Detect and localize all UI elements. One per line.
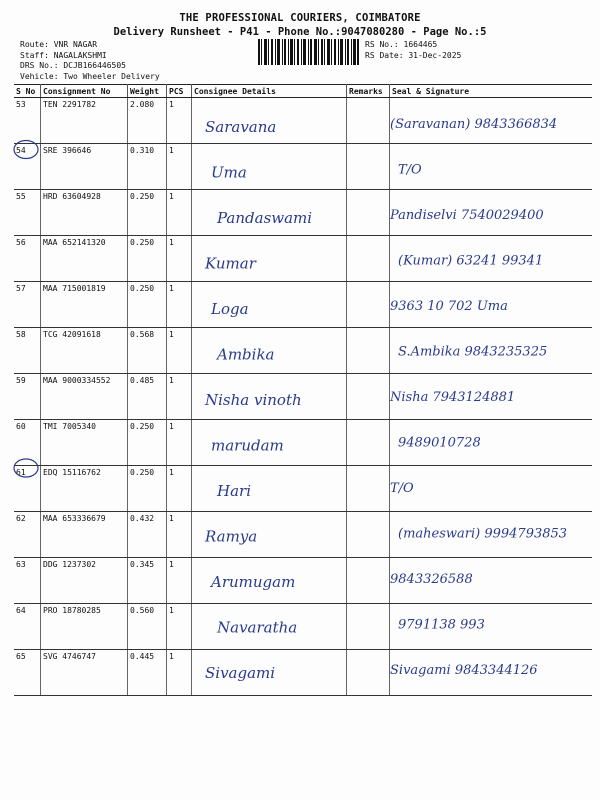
signature-cell <box>390 282 593 328</box>
remarks-cell <box>347 558 390 604</box>
handwritten-signature: 9489010728 <box>398 435 481 451</box>
handwritten-signature: 9363 10 702 Uma <box>390 299 508 314</box>
weight-cell: 0.345 <box>128 558 167 604</box>
pcs-cell: 1 <box>167 420 192 466</box>
handwritten-consignee-name: Hari <box>217 482 251 500</box>
table-row <box>14 144 592 190</box>
sno-cell: 56 <box>14 236 41 282</box>
sno-cell: 59 <box>14 374 41 420</box>
pcs-cell: 1 <box>167 282 192 328</box>
pcs-cell: 1 <box>167 466 192 512</box>
handwritten-signature: Pandiselvi 7540029400 <box>390 208 544 223</box>
remarks-cell <box>347 420 390 466</box>
table-body <box>14 98 592 696</box>
remarks-cell <box>347 512 390 558</box>
handwritten-consignee-name: Ramya <box>205 527 258 546</box>
table-row <box>14 558 592 604</box>
handwritten-signature: T/O <box>390 481 414 496</box>
handwritten-consignee-name: Kumar <box>205 254 256 273</box>
handwritten-signature: T/O <box>398 162 422 178</box>
consignment-cell: MAA 715001819 <box>41 282 128 328</box>
table-row <box>14 328 592 374</box>
route-label: Route: VNR NAGAR <box>20 40 98 49</box>
pcs-cell: 1 <box>167 236 192 282</box>
weight-cell: 0.310 <box>128 144 167 190</box>
vehicle-label: Vehicle: Two Wheeler Delivery <box>20 72 160 81</box>
column-header-remarks: Remarks <box>347 85 390 98</box>
remarks-cell <box>347 374 390 420</box>
remarks-cell <box>347 650 390 696</box>
handwritten-consignee-name: Loga <box>211 300 249 318</box>
handwritten-signature: (Saravanan) 9843366834 <box>390 117 558 132</box>
remarks-cell <box>347 466 390 512</box>
table-row <box>14 650 592 696</box>
sno-cell: 55 <box>14 190 41 236</box>
pcs-cell: 1 <box>167 558 192 604</box>
weight-cell: 0.250 <box>128 190 167 236</box>
handwritten-signature: (maheswari) 9994793853 <box>398 526 568 542</box>
remarks-cell <box>347 282 390 328</box>
column-header-pcs: PCS <box>167 85 192 98</box>
column-header-consignee: Consignee Details <box>192 85 347 98</box>
remarks-cell <box>347 328 390 374</box>
consignee-cell <box>192 236 347 282</box>
consignee-cell <box>192 98 347 144</box>
handwritten-signature: Nisha 7943124881 <box>390 390 516 405</box>
table-row <box>14 236 592 282</box>
weight-cell: 0.445 <box>128 650 167 696</box>
sno-cell: 60 <box>14 420 41 466</box>
pcs-cell: 1 <box>167 328 192 374</box>
company-title: THE PROFESSIONAL COURIERS, COIMBATORE <box>179 12 421 24</box>
remarks-cell <box>347 98 390 144</box>
consignee-cell <box>192 466 347 512</box>
drs-label: DRS No.: DCJB166446505 <box>20 61 126 70</box>
consignee-cell <box>192 144 347 190</box>
table-row <box>14 466 592 512</box>
sno-cell: 57 <box>14 282 41 328</box>
weight-cell: 0.432 <box>128 512 167 558</box>
handwritten-signature: 9791138 993 <box>398 617 485 633</box>
handwritten-consignee-name: Saravana <box>205 118 277 136</box>
runsheet-table <box>14 84 592 696</box>
consignee-cell <box>192 190 347 236</box>
handwritten-signature: (Kumar) 63241 99341 <box>398 253 544 269</box>
sno-cell: 64 <box>14 604 41 650</box>
sno-cell: 65 <box>14 650 41 696</box>
rs-date: RS Date: 31-Dec-2025 <box>365 50 462 60</box>
pcs-cell: 1 <box>167 374 192 420</box>
consignment-cell: HRD 63604928 <box>41 190 128 236</box>
sno-cell: 58 <box>14 328 41 374</box>
column-header-weight: Weight <box>128 85 167 98</box>
handwritten-consignee-name: Sivagami <box>205 664 276 682</box>
consignment-cell: MAA 9000334552 <box>41 374 128 420</box>
table-row <box>14 420 592 466</box>
signature-cell <box>390 98 593 144</box>
consignment-cell: SRE 396646 <box>41 144 128 190</box>
weight-cell: 0.560 <box>128 604 167 650</box>
consignee-cell <box>192 282 347 328</box>
runsheet-meta-right <box>365 40 461 61</box>
handwritten-consignee-name: Uma <box>211 163 247 182</box>
runsheet-title: Delivery Runsheet - P41 - Phone No.:9047080280 - Page No.:5 <box>113 26 487 38</box>
consignment-cell: EDQ 15116762 <box>41 466 128 512</box>
handwritten-consignee-name: Arumugam <box>211 573 296 591</box>
consignee-cell <box>192 604 347 650</box>
signature-cell <box>390 650 593 696</box>
weight-cell: 0.485 <box>128 374 167 420</box>
sno-cell: 62 <box>14 512 41 558</box>
pcs-cell: 1 <box>167 604 192 650</box>
table-row <box>14 282 592 328</box>
signature-cell <box>390 512 593 558</box>
remarks-cell <box>347 604 390 650</box>
signature-cell <box>390 236 593 282</box>
table-header-row <box>14 85 592 98</box>
signature-cell <box>390 420 593 466</box>
table-row <box>14 512 592 558</box>
weight-cell: 0.250 <box>128 236 167 282</box>
weight-cell: 0.568 <box>128 328 167 374</box>
consignee-cell <box>192 374 347 420</box>
handwritten-signature: 9843326588 <box>390 572 473 587</box>
table-row <box>14 98 592 144</box>
consignment-cell: TEN 2291782 <box>41 98 128 144</box>
consignment-cell: PRO 18780285 <box>41 604 128 650</box>
consignee-cell <box>192 512 347 558</box>
remarks-cell <box>347 190 390 236</box>
signature-cell <box>390 466 593 512</box>
column-header-sno: S No <box>14 85 41 98</box>
consignee-cell <box>192 328 347 374</box>
remarks-cell <box>347 236 390 282</box>
consignment-cell: TMI 7005340 <box>41 420 128 466</box>
table-row <box>14 374 592 420</box>
table-row <box>14 190 592 236</box>
signature-cell <box>390 604 593 650</box>
consignment-cell: SVG 4746747 <box>41 650 128 696</box>
sno-cell: 54 <box>14 144 41 190</box>
consignment-cell: TCG 42091618 <box>41 328 128 374</box>
weight-cell: 0.250 <box>128 420 167 466</box>
consignment-cell: MAA 653336679 <box>41 512 128 558</box>
rs-number: RS No.: 1664465 <box>365 40 438 49</box>
consignment-cell: MAA 652141320 <box>41 236 128 282</box>
handwritten-consignee-name: Navaratha <box>217 618 298 637</box>
pcs-cell: 1 <box>167 190 192 236</box>
sno-cell: 53 <box>14 98 41 144</box>
signature-cell <box>390 144 593 190</box>
barcode <box>258 39 360 65</box>
signature-cell <box>390 558 593 604</box>
weight-cell: 2.080 <box>128 98 167 144</box>
pcs-cell: 1 <box>167 144 192 190</box>
signature-cell <box>390 190 593 236</box>
table-row <box>14 604 592 650</box>
staff-label: Staff: NAGALAKSHMI <box>20 50 107 60</box>
signature-cell <box>390 374 593 420</box>
weight-cell: 0.250 <box>128 282 167 328</box>
runsheet-meta-left <box>20 40 126 72</box>
consignee-cell <box>192 558 347 604</box>
handwritten-signature: S.Ambika 9843235325 <box>398 344 548 360</box>
pcs-cell: 1 <box>167 512 192 558</box>
handwritten-consignee-name: marudam <box>211 436 284 455</box>
pcs-cell: 1 <box>167 98 192 144</box>
handwritten-signature: Sivagami 9843344126 <box>390 663 538 678</box>
signature-cell <box>390 328 593 374</box>
sno-cell: 61 <box>14 466 41 512</box>
consignment-cell: DDG 1237302 <box>41 558 128 604</box>
remarks-cell <box>347 144 390 190</box>
consignee-cell <box>192 420 347 466</box>
handwritten-consignee-name: Pandaswami <box>217 209 313 227</box>
pcs-cell: 1 <box>167 650 192 696</box>
weight-cell: 0.250 <box>128 466 167 512</box>
handwritten-consignee-name: Nisha vinoth <box>205 391 302 409</box>
sno-cell: 63 <box>14 558 41 604</box>
column-header-consignment: Consignment No <box>41 85 128 98</box>
consignee-cell <box>192 650 347 696</box>
column-header-signature: Seal & Signature <box>390 85 593 98</box>
handwritten-consignee-name: Ambika <box>217 345 275 364</box>
